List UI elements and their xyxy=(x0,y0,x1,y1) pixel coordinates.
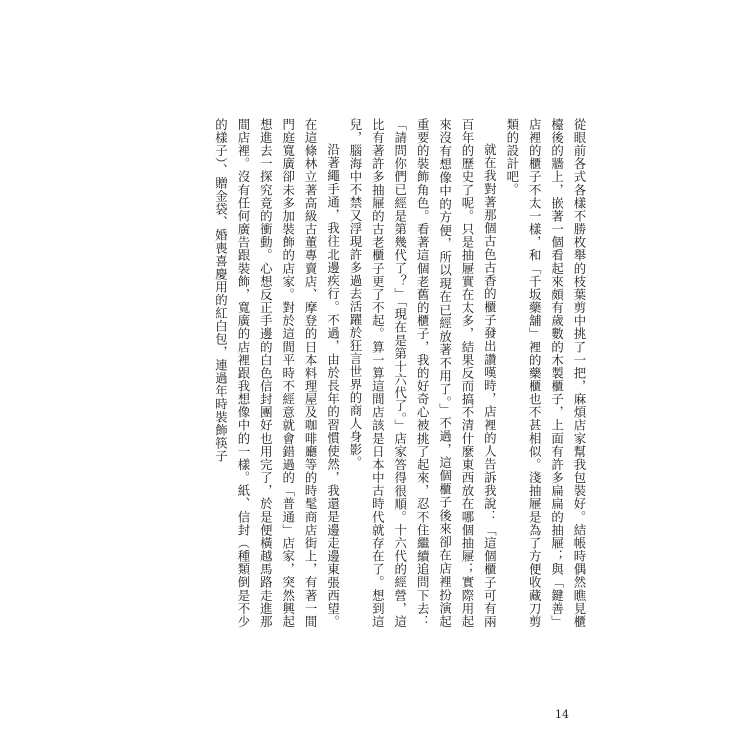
page-number: 14 xyxy=(555,708,569,721)
paragraph-2: 就在我對著那個古色古香的櫃子發出讚嘆時，店裡的人告訴我說：「這個櫃子可有兩百年的歷史了呢。只是抽屜實在太多，結果反而搞不清什麼東西放在哪個抽屜；實際用起來沒有想像中的方便，所以現在已經放著不用了。」不過，這個櫃子後來卻在店裡扮演起重要的裝飾角色。看著這個老舊的櫃子，我的好奇心被挑了起來，忍不住繼續追問下去：「請問你們已經是第幾代了？」「現在是第十六代了。」店家答得很順。十六代的經營，這比有著許多抽屜的古老櫃子更了不起。算一算這間店該是日本中古時代就存在了。想到這兒，腦海中不禁又浮現許多過去活躍於狂言世界的商人身影。 xyxy=(347,118,498,628)
paragraph-3: 沿著繩手通，我往北邊疾行。不過，由於長年的習慣使然，我還是邊走邊東張西望。在這條林立著高級古董專賣店、摩登的日本料理屋及咖啡廳等的時髦商店街上，有著一間門庭寬廣卻未多加裝飾的店家。對於這間平時不經意就會錯過的「普通」店家，突然興起想進去一探究竟的衝動。心想反正手邊的白色信封團好也用完了，於是便橫越馬路走進那間店裡。沒有任何廣告跟裝飾，寬廣的店裡跟我想像中的一樣。紙、信封（種類倒是不少的樣子）、贈金袋、婚喪喜慶用的紅白包，連過年時裝飾筷子 xyxy=(213,118,341,628)
paragraph-1: 從眼前各式各樣不勝枚舉的枝葉剪中挑了一把，麻煩店家幫我包裝好。結帳時偶然瞧見櫃檯後的牆上，嵌著一個看起來頗有歲數的木製櫃子，上面有許多扁扁的抽屜；與「鍵善」店裡的櫃子不太一樣，和「千坂藥舖」裡的藥櫃也不甚相似。淺抽屜是為了方便收藏刀剪類的設計吧。 xyxy=(504,118,587,628)
body-text xyxy=(156,118,590,628)
